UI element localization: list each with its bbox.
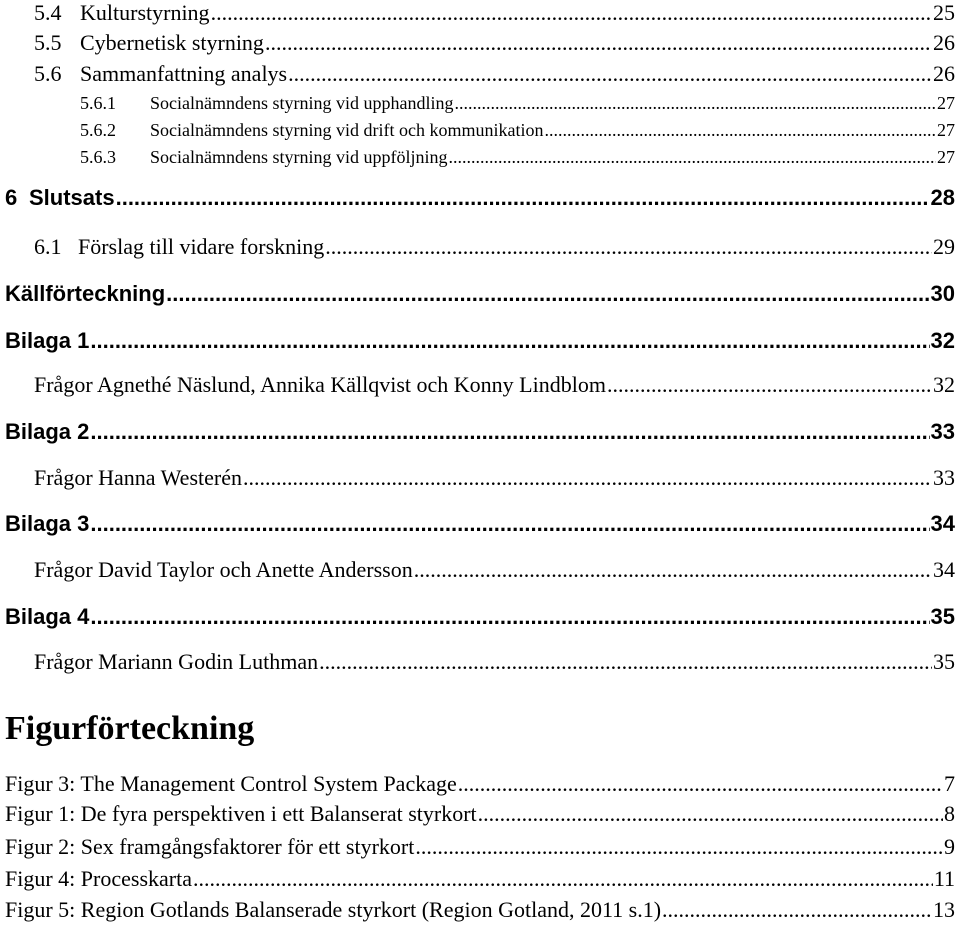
toc-dot-leader <box>288 61 932 87</box>
toc-entry-bilaga-3-fragor[interactable] <box>34 557 955 583</box>
figure-entry-page: 11 <box>933 866 955 891</box>
toc-entry-page: 35 <box>933 649 955 674</box>
figure-entry[interactable] <box>5 897 955 923</box>
toc-entry-6-1[interactable] <box>34 234 955 260</box>
toc-entry-title: Bilaga 4 <box>5 604 90 629</box>
toc-entry-page: 34 <box>930 511 955 536</box>
figure-list-heading: Figurförteckning <box>5 710 255 747</box>
toc-entry-page: 33 <box>933 465 955 490</box>
toc-entry-page: 30 <box>930 281 955 306</box>
toc-entry-number: 5.6.1 <box>80 93 116 113</box>
toc-entry-page: 28 <box>930 185 955 210</box>
toc-dot-leader <box>90 604 929 630</box>
toc-dot-leader <box>325 234 932 260</box>
toc-entry-title: Frågor Agnethé Näslund, Annika Källqvist och Konny Lindblom <box>34 372 606 397</box>
toc-dot-leader <box>448 147 936 168</box>
toc-dot-leader <box>544 120 936 141</box>
toc-dot-leader <box>193 866 933 892</box>
toc-dot-leader <box>90 511 929 537</box>
toc-entry-page: 34 <box>933 557 955 582</box>
figure-entry[interactable] <box>5 866 955 892</box>
toc-entry-page: 27 <box>937 120 955 140</box>
toc-dot-leader <box>265 30 932 56</box>
toc-entry-number: 5.6 <box>34 61 62 86</box>
figure-entry-page: 9 <box>944 834 955 859</box>
toc-dot-leader <box>478 801 943 827</box>
toc-entry-bilaga-4-fragor[interactable] <box>34 649 955 675</box>
figure-entry-title: Figur 2: Sex framgångsfaktorer för ett styrkort <box>5 834 415 859</box>
toc-dot-leader <box>166 281 929 307</box>
toc-entry-5-6-3[interactable] <box>80 147 955 168</box>
toc-dot-leader <box>319 649 932 675</box>
figure-entry-page: 8 <box>944 801 955 826</box>
figure-entry-title: Figur 5: Region Gotlands Balanserade styrkort (Region Gotland, 2011 s.1) <box>5 897 662 922</box>
toc-entry-number: 6 <box>5 185 18 210</box>
toc-entry-bilaga-1[interactable] <box>5 328 955 354</box>
toc-dot-leader <box>454 93 936 114</box>
toc-entry-5-5[interactable] <box>34 30 955 56</box>
figure-entry-title: Figur 3: The Management Control System Package <box>5 771 457 796</box>
toc-entry-page: 26 <box>933 61 955 86</box>
toc-dot-leader <box>211 0 932 26</box>
toc-entry-title: Bilaga 3 <box>5 511 90 536</box>
toc-entry-bilaga-4[interactable] <box>5 604 955 630</box>
toc-entry-page: 32 <box>930 328 955 353</box>
toc-entry-title: Förslag till vidare forskning <box>78 234 325 259</box>
toc-entry-kallforteckning[interactable] <box>5 281 955 307</box>
toc-dot-leader <box>458 771 943 797</box>
toc-entry-number: 5.6.2 <box>80 120 116 140</box>
toc-entry-page: 26 <box>933 30 955 55</box>
toc-entry-bilaga-3[interactable] <box>5 511 955 537</box>
toc-entry-page: 32 <box>933 372 955 397</box>
toc-entry-title: Socialnämndens styrning vid drift och kommunikation <box>150 120 544 140</box>
toc-entry-number: 5.6.3 <box>80 147 116 167</box>
figure-entry-title: Figur 4: Processkarta <box>5 866 192 891</box>
toc-entry-bilaga-2[interactable] <box>5 419 955 445</box>
figure-entry[interactable] <box>5 834 955 860</box>
toc-entry-title: Bilaga 2 <box>5 419 90 444</box>
toc-entry-title: Cybernetisk styrning <box>80 30 264 55</box>
toc-dot-leader <box>415 834 943 860</box>
toc-entry-5-6-2[interactable] <box>80 120 955 141</box>
toc-entry-page: 35 <box>930 604 955 629</box>
toc-entry-title: Bilaga 1 <box>5 328 90 353</box>
toc-entry-bilaga-1-fragor[interactable] <box>34 372 955 398</box>
toc-entry-number: 5.4 <box>34 0 62 25</box>
toc-entry-title: Källförteckning <box>5 281 166 306</box>
toc-dot-leader <box>116 185 930 211</box>
toc-dot-leader <box>90 419 929 445</box>
toc-dot-leader <box>414 557 932 583</box>
toc-entry-title: Socialnämndens styrning vid uppföljning <box>150 147 448 167</box>
toc-dot-leader <box>90 328 929 354</box>
toc-entry-number: 5.5 <box>34 30 62 55</box>
toc-entry-title: Frågor David Taylor och Anette Andersson <box>34 557 413 582</box>
figure-entry[interactable] <box>5 771 955 797</box>
toc-entry-5-6-1[interactable] <box>80 93 955 114</box>
toc-entry-bilaga-2-fragor[interactable] <box>34 465 955 491</box>
toc-entry-5-6[interactable] <box>34 61 955 87</box>
toc-entry-page: 33 <box>930 419 955 444</box>
toc-entry-title: Slutsats <box>29 185 115 210</box>
toc-entry-title: Frågor Hanna Westerén <box>34 465 242 490</box>
toc-dot-leader <box>243 465 932 491</box>
toc-entry-title: Kulturstyrning <box>80 0 210 25</box>
toc-entry-title: Frågor Mariann Godin Luthman <box>34 649 319 674</box>
figure-entry-page: 13 <box>933 897 955 922</box>
toc-entry-page: 29 <box>933 234 955 259</box>
toc-dot-leader <box>662 897 932 923</box>
toc-entry-title: Sammanfattning analys <box>80 61 288 86</box>
figure-entry-page: 7 <box>944 771 955 796</box>
toc-entry-number: 6.1 <box>34 234 62 259</box>
toc-entry-page: 27 <box>937 93 955 113</box>
figure-entry-title: Figur 1: De fyra perspektiven i ett Balanserat styrkort <box>5 801 477 826</box>
toc-entry-5-4[interactable] <box>34 0 955 26</box>
toc-dot-leader <box>607 372 932 398</box>
figure-entry[interactable] <box>5 801 955 827</box>
toc-entry-page: 27 <box>937 147 955 167</box>
toc-entry-page: 25 <box>933 0 955 25</box>
toc-entry-6[interactable] <box>5 185 955 211</box>
toc-entry-title: Socialnämndens styrning vid upphandling <box>150 93 454 113</box>
